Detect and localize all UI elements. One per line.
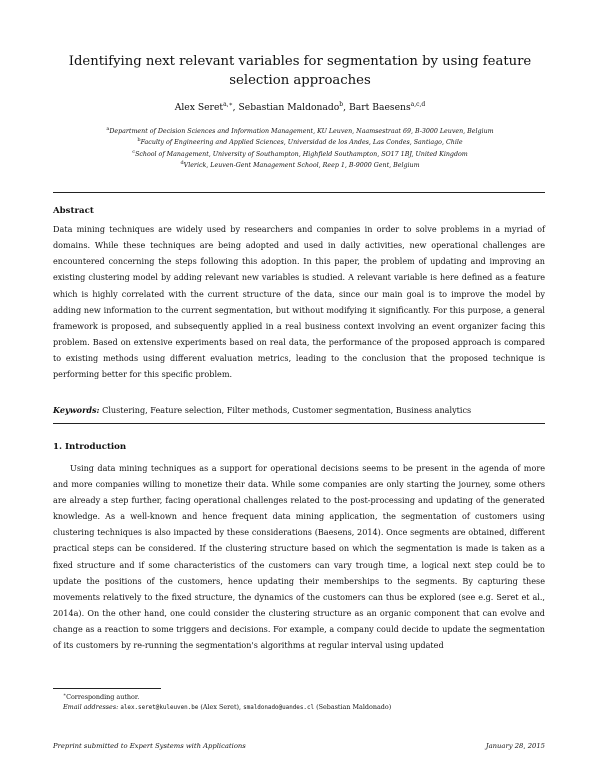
email-address[interactable]: alex.seret@kuleuven.be [120,704,199,711]
author-name: Alex Seret [174,102,224,114]
paper-title: Identifying next relevant variables for segmentation by using feature selection approaches [68,54,532,88]
author-list: Alex Seret$^{a,∗}$, Sebastian Maldonado$^b$, Bart Baesens$^{a,c,d}$ [174,101,426,114]
abstract-bottom-rule [53,423,545,424]
keywords-line [53,404,545,416]
footnote-corresponding: ∗Corresponding author. [63,693,140,702]
footnote-rule [53,688,161,689]
email-owner: (Alex Seret), [200,702,242,711]
affiliation: $^b$Faculty of Engineering and Applied Sciences, Universidad de los Andes, Las Condes, Santiago, Chile [137,137,463,147]
keywords-text: Clustering, Feature selection, Filter methods, Customer segmentation, Business analytics [102,405,472,415]
introduction-body [53,460,545,653]
author-name: Bart Baesens [348,102,411,114]
introduction-paragraph: Using data mining techniques as a support for operational decisions seems to be present in the agenda of more and more companies willing to monetize their data. While some companies are only starting the journey, some others are already a step further, facing operational challenges related to the post-processing and updating of the generated knowledge. As a well-known and hence frequent data mining application, the segmentation of customers using clustering techniques is also impacted by these considerations (Baesens, 2014). Once segments are obtained, different practical steps can be considered. If the clustering structure based on which the segmentation is made is taken as a fixed structure and if some characteristics of the customers can vary trough time, a logical next step could be to update the positions of the customers, hence updating their memberships to the segments. By capturing these movements relatively to the fixed structure, the dynamics of the customers can thus be explored (see e.g. Seret et al., 2014a). On the other hand, one could consider the clustering structure as an organic component that can evolve and change as a reaction to some triggers and decisions. For example, a company could decide to update the segmentation of its customers by re-running the segmentation's algorithms at regular interval using updated [53,463,545,651]
abstract-top-rule [53,192,545,193]
footer-date: January 28, 2015 [485,742,545,750]
author-marks: a,∗ [223,101,233,108]
footnotes [63,691,545,713]
email-address[interactable]: smaldonado@uandes.cl [243,704,315,711]
footnote-emails [63,703,545,714]
affiliation: $^d$Vlerick, Leuven-Gent Management School, Reep 1, B-9000 Gent, Belgium [180,160,420,170]
section-heading: 1. Introduction [53,442,127,452]
affiliation: $^c$School of Management, University of Southampton, Highfield Southampton, SO17 1BJ, United Kingdom [132,148,468,158]
affiliation: $^a$Department of Decision Sciences and Information Management, KU Leuven, Naamsestraat 69, B-3000 Leuven, Belgium [106,126,494,136]
email-owner: (Sebastian Maldonado) [316,702,392,711]
affiliation-list [60,125,540,171]
footer-journal: Preprint submitted to Expert Systems with Applications [53,742,246,750]
author-name: Sebastian Maldonado [238,102,340,114]
abstract-heading: Abstract [53,206,94,216]
author-marks: b [339,101,344,108]
email-label: Email addresses: [63,702,119,711]
author-marks: a,c,d [410,101,426,108]
keywords-label: Keywords: [53,405,100,415]
abstract-text: Data mining techniques are widely used by researchers and companies in order to solve problems in a myriad of domains. While these techniques are being adopted and used in daily activities, new operational challenges are encountered concerning the steps following this adoption. In this paper, the problem of updating and improving an existing clustering model by adding relevant new variables is studied. A relevant variable is here defined as a feature which is highly correlated with the current structure of the data, since our main goal is to improve the model by adding new information to the current segmentation, but without modifying it significantly. For this purpose, a general framework is proposed, and subsequently applied in a real business context involving an event organizer facing this problem. Based on extensive experiments based on real data, the performance of the proposed approach is compared to existing methods using different evaluation metrics, leading to the conclusion that the proposed technique is performing better for this specific problem. [53,224,545,380]
